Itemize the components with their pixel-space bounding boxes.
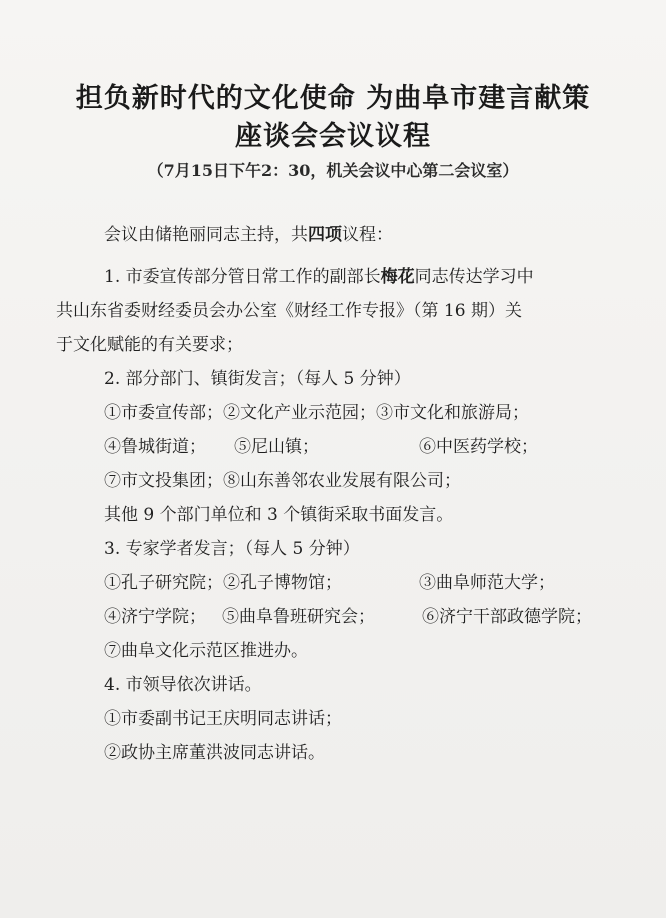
title-line-1: 担负新时代的文化使命 为曲阜市建言献策 xyxy=(75,83,591,114)
item2-heading: 2. 部分部门、镇街发言；（每人 5 分钟） xyxy=(104,369,411,389)
item2-row2: ④鲁城街道； ⑤尼山镇； ⑥中医药学校； xyxy=(104,437,538,457)
intro-line: 会议由储艳丽同志主持，共四项议程： xyxy=(104,225,393,245)
item3-row3: ⑦曲阜文化示范区推进办。 xyxy=(104,641,308,661)
item1-line3: 于文化赋能的有关要求； xyxy=(56,335,243,355)
agenda-body xyxy=(56,218,606,770)
item1-line2: 共山东省委财经委员会办公室《财经工作专报》（第 16 期）关 xyxy=(56,301,522,321)
item2-note: 其他 9 个部门单位和 3 个镇街采取书面发言。 xyxy=(104,505,454,525)
item2-row3: ⑦市文投集团；⑧山东善邻农业发展有限公司； xyxy=(104,471,461,491)
item4-row2: ②政协主席董洪波同志讲话。 xyxy=(104,743,325,763)
subtitle: （7月15日下午2：30，机关会议中心第二会议室） xyxy=(147,161,519,180)
item2-row1: ①市委宣传部；②文化产业示范园；③市文化和旅游局； xyxy=(104,403,529,423)
item4-row1: ①市委副书记王庆明同志讲话； xyxy=(104,709,342,729)
item4-heading: 4. 市领导依次讲话。 xyxy=(104,675,262,695)
item3-row1: ①孔子研究院；②孔子博物馆； ③曲阜师范大学； xyxy=(104,573,555,593)
item1-line1: 1. 市委宣传部分管日常工作的副部长梅花同志传达学习中 xyxy=(104,267,534,287)
item3-heading: 3. 专家学者发言；（每人 5 分钟） xyxy=(104,539,360,559)
title-line-2: 座谈会会议议程 xyxy=(235,121,431,152)
item3-row2: ④济宁学院； ⑤曲阜鲁班研究会； ⑥济宁干部政德学院； xyxy=(104,607,592,627)
